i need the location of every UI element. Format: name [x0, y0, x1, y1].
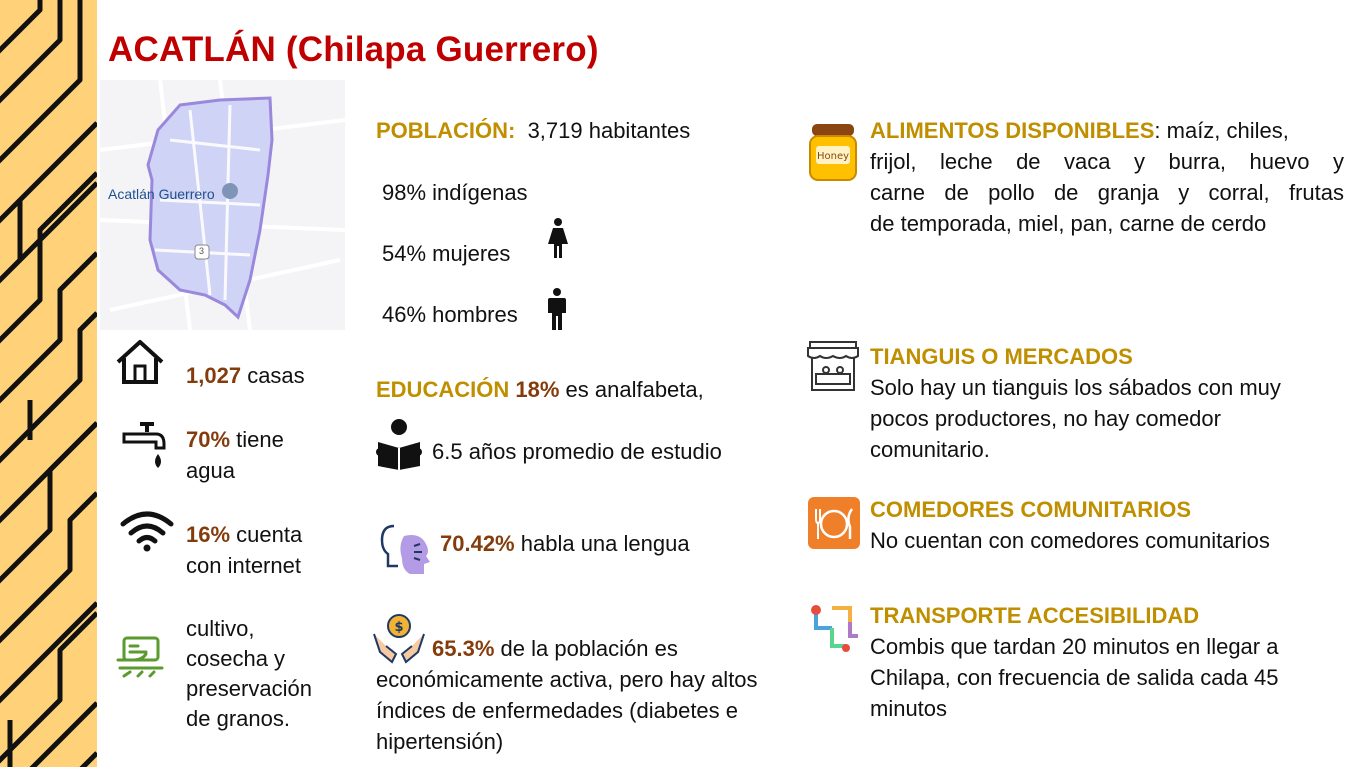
economy-text-1: de la población es: [500, 636, 678, 661]
markets-section: [870, 341, 1281, 465]
food-line-3: de temporada, miel, pan, carne de cerdo: [870, 211, 1267, 236]
markets-line-3: comunitario.: [870, 437, 990, 462]
crops-line-4: de granos.: [186, 706, 290, 731]
transport-heading: TRANSPORTE ACCESIBILIDAD: [870, 603, 1200, 628]
houses-value: 1,027: [186, 363, 242, 388]
location-map: [100, 80, 345, 330]
houses-label: casas: [247, 363, 305, 388]
transport-line-1: Combis que tardan 20 minutos en llegar a: [870, 634, 1279, 659]
education-heading: EDUCACIÓN: [376, 377, 510, 402]
crops-line-2: cosecha y: [186, 646, 286, 671]
house-icon: [114, 338, 166, 386]
food-section: [870, 115, 1344, 239]
dining-text: No cuentan con comedores comunitarios: [870, 528, 1270, 553]
map-graphic: [100, 80, 345, 330]
markets-line-2: pocos productores, no hay comedor: [870, 406, 1221, 431]
honey-jar-icon: [806, 122, 860, 182]
svg-text:$: $: [394, 620, 404, 635]
indigenous-stat: 98% indígenas: [382, 180, 528, 205]
food-text-1: : maíz, chiles,: [1154, 118, 1289, 143]
economy-value: 65.3%: [432, 636, 495, 661]
transport-section: [870, 600, 1279, 724]
page-title: ACATLÁN (Chilapa Guerrero): [108, 30, 599, 69]
market-stall-icon: [806, 340, 860, 392]
markets-heading: TIANGUIS O MERCADOS: [870, 344, 1133, 369]
economy-line-3: hipertensión): [376, 729, 504, 754]
dining-heading: COMEDORES COMUNITARIOS: [870, 497, 1192, 522]
map-route-number: 3: [199, 246, 205, 256]
internet-stat: [186, 519, 302, 581]
population-value: 3,719 habitantes: [527, 118, 691, 143]
woman-icon: [547, 218, 569, 258]
houses-stat: [186, 360, 305, 391]
svg-text:Honey: Honey: [816, 151, 850, 162]
markets-line-1: Solo hay un tianguis los sábados con muy: [870, 375, 1281, 400]
transport-line-2: Chilapa, con frecuencia de salida cada 45: [870, 665, 1279, 690]
dining-section: [870, 494, 1270, 556]
water-value: 70%: [186, 427, 231, 452]
education-text: es analfabeta,: [565, 377, 704, 402]
decorative-stripe-pattern: [0, 0, 97, 767]
speaking-heads-icon: [380, 522, 434, 576]
internet-label-2: con internet: [186, 553, 301, 578]
dining-plate-icon: [808, 497, 860, 549]
women-stat: 54% mujeres: [382, 241, 511, 266]
water-tap-icon: [122, 420, 170, 472]
population-heading: POBLACIÓN:: [376, 118, 516, 143]
crops-line-1: cultivo,: [186, 616, 255, 641]
internet-value: 16%: [186, 522, 231, 547]
economy-line-2: índices de enfermedades (diabetes e: [376, 698, 739, 723]
man-icon: [547, 288, 567, 330]
food-line-1: frijol, leche de vaca y burra, huevo y: [870, 149, 1344, 174]
water-label: tiene: [236, 427, 284, 452]
food-heading: ALIMENTOS DISPONIBLES: [870, 118, 1155, 143]
crops-text: [186, 614, 312, 734]
economy-stat: [376, 633, 758, 757]
crops-line-3: preservación: [186, 676, 312, 701]
economy-line-1: económicamente activa, pero hay altos: [376, 667, 758, 692]
water-label-2: agua: [186, 458, 235, 483]
reading-student-icon: [376, 418, 422, 470]
men-stat: 46% hombres: [382, 302, 518, 327]
map-place-label: Acatlán Guerrero: [108, 186, 215, 202]
education-value: 18%: [515, 377, 560, 402]
water-stat: [186, 424, 284, 486]
language-value: 70.42%: [440, 531, 515, 556]
population-stat: [376, 115, 690, 146]
food-line-2: carne de pollo de granja y corral, frutas: [870, 180, 1344, 205]
crop-hand-icon: [116, 632, 166, 680]
language-stat: [440, 528, 690, 559]
wifi-icon: [120, 510, 174, 552]
study-stat: 6.5 años promedio de estudio: [432, 439, 722, 464]
transport-line-3: minutos: [870, 696, 948, 721]
language-text: habla una lengua: [520, 531, 690, 556]
route-map-icon: [806, 600, 860, 654]
education-stat: [376, 374, 704, 405]
internet-label: cuenta: [236, 522, 303, 547]
